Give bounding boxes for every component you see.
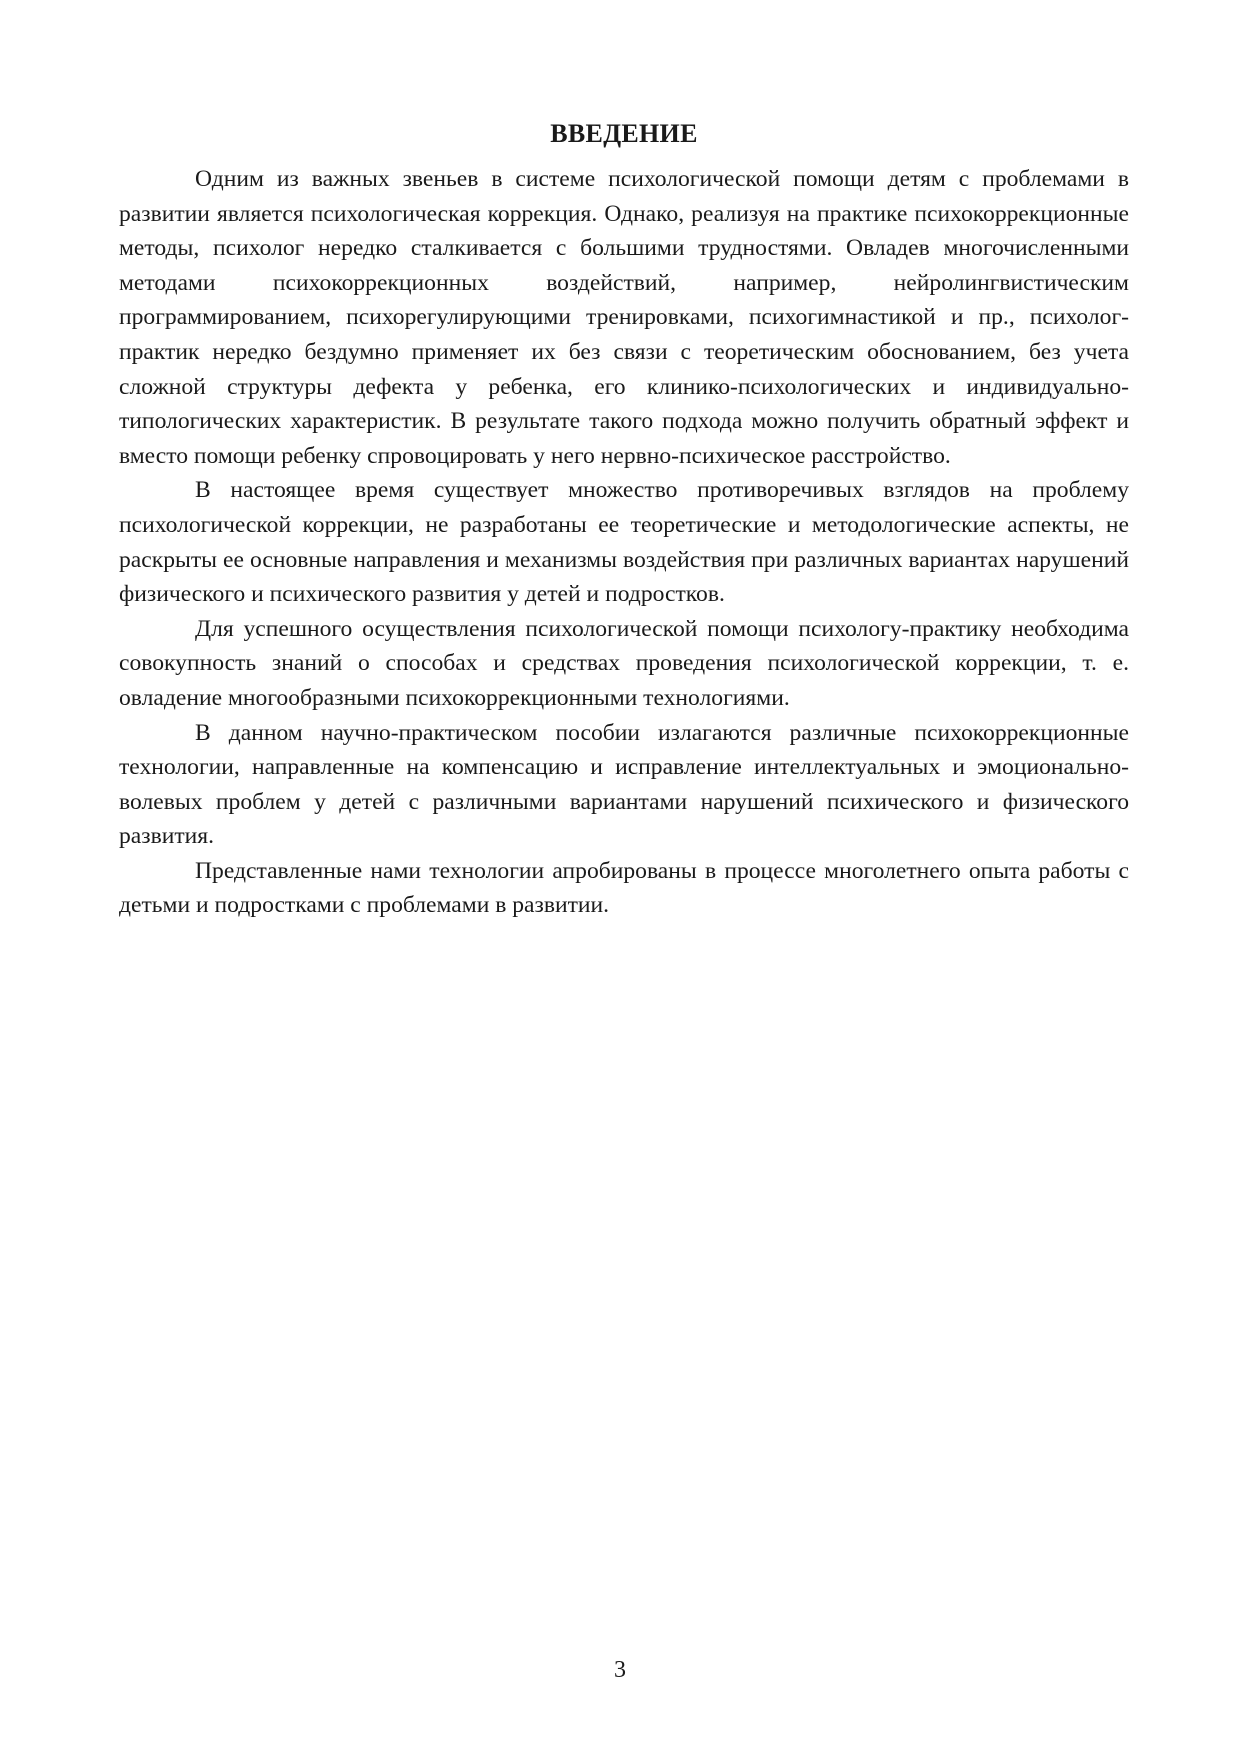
paragraph-3: Для успешного осуществления психологической помощи психологу-практику необходима совокупность знаний о способах и средствах проведения психологической коррекции, т. е. овладение многообразными психокоррекционными технологиями.	[119, 615, 1129, 711]
paragraph-5: Представленные нами технологии апробированы в процессе многолетнего опыта работы с детьми и подростками с проблемами в развитии.	[119, 857, 1129, 919]
page-content	[119, 117, 1129, 923]
paragraph-1: Одним из важных звеньев в системе психологической помощи детям с проблемами в развитии является психологическая коррекция. Однако, реализуя на практике психокоррекционные методы, психолог нередко сталкивается с большими трудностями. Овладев многочисленными методами психокоррекционных воздействий, например, нейролингвистическим программированием, психорегулирующими тренировками, психогимнастикой и пр., психолог-практик нередко бездумно применяет их без связи с теоретическим обоснованием, без учета сложной структуры дефекта у ребенка, его клинико-психологических и индивидуально-типологических характеристик. В результате такого подхода можно получить обратный эффект и вместо помощи ребенку спровоцировать у него нервно-психическое расстройство.	[119, 166, 1129, 469]
page-title: ВВЕДЕНИЕ	[550, 119, 698, 148]
paragraph-4: В данном научно-практическом пособии излагаются различные психокоррекционные технологии, направленные на компенсацию и исправление интеллектуальных и эмоционально-волевых проблем у детей с различными вариантами нарушений психического и физического развития.	[119, 719, 1129, 850]
page-number: 3	[614, 1657, 626, 1683]
paragraph-2: В настоящее время существует множество противоречивых взглядов на проблему психологической коррекции, не разработаны ее теоретические и методологические аспекты, не раскрыты ее основные направления и механизмы воздействия при различных вариантах нарушений физического и психического развития у детей и подростков.	[119, 477, 1129, 608]
